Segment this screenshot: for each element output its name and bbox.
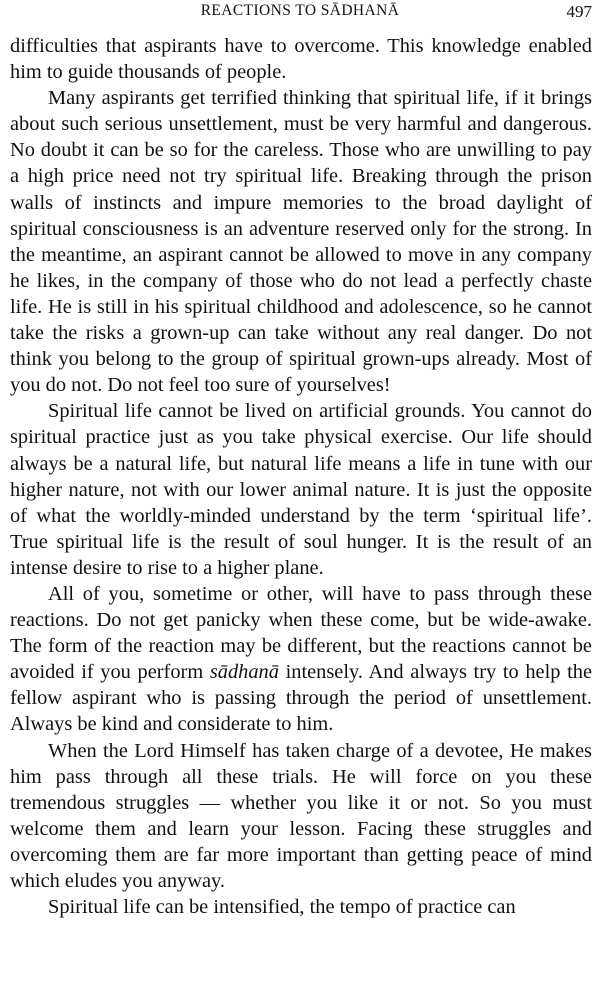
running-title: REACTIONS TO SĀDHANĀ <box>200 2 400 19</box>
paragraph-aspirants-terrified <box>10 85 592 398</box>
paragraph-artificial-grounds <box>10 398 592 581</box>
paragraph-text: intensely. And always try to help the fellow aspirant who is passing through the period of unsettlement. Always be kind and considerate to him. <box>10 661 592 736</box>
paragraph-text: Spiritual life cannot be lived on artificial grounds. You cannot do spiritual practice just as you take physical exercise. Our life should always be a natural life, but natural life means a life in tune with our higher nature, not with our lower animal nature. It is just the opposite of what the worldly-minded understand by the term ‘spiritual life’. True spiritual life is the result of soul hunger. It is the result of an intense desire to rise to a higher plane. <box>10 400 592 579</box>
page-number: 497 <box>566 2 592 21</box>
paragraph-text: All of you, sometime or other, will have to pass through these reactions. Do not get panicky when these come, but be wide-awake. The form of the reaction may be different, but the reactions cannot be avoided if you perform <box>10 582 592 684</box>
body-text <box>10 33 592 920</box>
paragraph-continued <box>10 33 592 85</box>
running-head <box>0 2 600 24</box>
paragraph-lord-trials <box>10 738 592 895</box>
paragraph-text: Spiritual life can be intensified, the tempo of practice can <box>48 896 516 919</box>
paragraph-text: Many aspirants get terrified thinking that spiritual life, if it brings about such serious unsettlement, must be very harmful and dangerous. No doubt it can be so for the careless. Those who are unwilling to pay a high price need not try spiritual life. Breaking through the prison walls of instincts and impure memories to the broad daylight of spiritual consciousness is an adventure reserved only for the strong. In the meantime, an aspirant cannot be allowed to move in any company he likes, in the company of those who do not lead a perfectly chaste life. He is still in his spiritual childhood and adolescence, so he cannot take the risks a grown-up can take without any real danger. Do not think you belong to the group of spiritual grown-ups already. Most of you do not. Do not feel too sure of yourselves! <box>10 87 592 397</box>
paragraph-reactions <box>10 581 592 738</box>
paragraph-intensified <box>10 894 592 920</box>
paragraph-text: When the Lord Himself has taken charge of a devotee, He makes him pass through all these trials. He will force on you these tremendous struggles — whether you like it or not. So you must welcome them and learn your lesson. Facing these struggles and overcoming them are far more important than getting peace of mind which eludes you anyway. <box>10 739 592 892</box>
paragraph-text: difficulties that aspirants have to overcome. This knowledge enabled him to guide thousands of people. <box>10 35 592 84</box>
italic-term-sadhana: sādhanā <box>209 661 279 684</box>
